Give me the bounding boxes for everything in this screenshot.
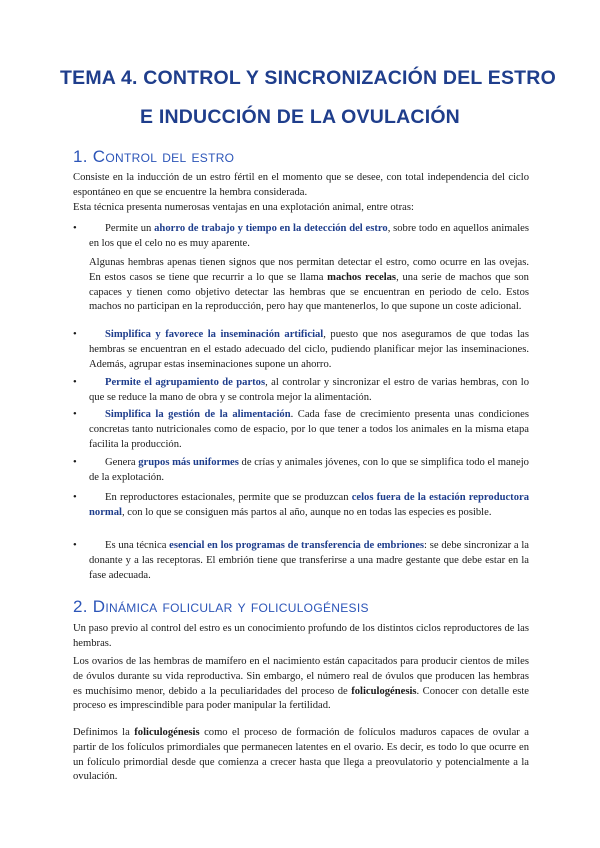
bullet-icon: • [73, 329, 77, 340]
bullet-7: • Es una técnica esencial en los programas de transferencia de embriones: se debe sincronizar a la donante y a las receptoras. El embrión tiene que transferirse a una madre gestante que debe estar en la fase adecuada. [73, 540, 530, 581]
bullet-2: • Simplifica y favorece la inseminación artificial, puesto que nos aseguramos de que todas las hembras se encuentran en el estado adecuado del ciclo, pudiendo planificar mejor las inseminaciones. Además, agrupar estas inseminaciones supone un ahorro. [73, 329, 529, 370]
section2-heading: 2. Dinámica folicular y foliculogénesis [73, 597, 369, 616]
bullet-icon: • [73, 492, 77, 503]
bullet-icon: • [73, 223, 77, 234]
bullet-1: • Permite un ahorro de trabajo y tiempo en la detección del estro, sobre todo en aquellos animales en los que el celo no es muy aparente. [73, 223, 529, 249]
bullet-3: • Permite el agrupamiento de partos, al controlar y sincronizar el estro de varias hembras, con lo que se reduce la mano de obra y se controla mejor la alimentación. [73, 377, 529, 403]
bullet-icon: • [73, 377, 77, 388]
bullet-icon: • [73, 409, 77, 420]
section1-intro2: Esta técnica presenta numerosas ventajas en una explotación animal, entre otras: [73, 202, 414, 213]
bullet-icon: • [73, 540, 77, 551]
section2-p1: Un paso previo al control del estro es un conocimiento profundo de los distintos ciclos reproductores de las hembras. [73, 623, 529, 649]
bullet-5: • Genera grupos más uniformes de crías y animales jóvenes, con lo que se simplifica todo el manejo de la explotación. [73, 457, 529, 483]
paragraph-machos: Algunas hembras apenas tienen signos que nos permitan detectar el estro, como ocurre en las ovejas. En estos casos se tiene que recurrir a lo que se llama machos recelas, una serie de machos que son capaces y tienen como objetivo detectar las hembras que se encuentran en periodo de celo. Estos machos no participan en la reproducción, pero hay que mantenerlos, lo que supone un coste adicional. [89, 257, 529, 313]
section1-intro: Consiste en la inducción de un estro fértil en el momento que se desee, con total independencia del ciclo espontáneo en que se encuentre la hembra considerada. [73, 172, 529, 198]
bullet-icon: • [73, 457, 77, 468]
section2-p3: Definimos la foliculogénesis como el proceso de formación de folículos maduros capaces de ovular a partir de los folículos primordiales que permanecen latentes en el ovario. Es decir, es todo lo que ocurre en un folículo primordial desde que comienza a crecer hasta que llega a preovulatorio y potencialmente a la ovulación. [73, 727, 529, 783]
section2-p2: Los ovarios de las hembras de mamífero en el nacimiento están capacitados para producir cientos de miles de óvulos durante su vida reproductiva. Sin embargo, el número real de óvulos que producen las hembras es muchísimo menor, debido a la peculiaridades del proceso de foliculogénesis. Conocer con detalle este proceso es imprescindible para poder manipular la fertilidad. [73, 656, 529, 712]
section1-heading: 1. Control del estro [73, 147, 235, 166]
page-title-line2: E INDUCCIÓN DE LA OVULACIÓN [140, 106, 460, 128]
bullet-4: • Simplifica la gestión de la alimentación. Cada fase de crecimiento presenta unas condiciones concretas tanto nutricionales como de espacio, por lo que tener a todos los animales en la misma etapa facilita la producción. [73, 409, 529, 450]
page-title: TEMA 4. CONTROL Y SINCRONIZACIÓN DEL ESTRO [60, 67, 556, 89]
bullet-6: • En reproductores estacionales, permite que se produzcan celos fuera de la estación reproductora normal, con lo que se consiguen más partos al año, aunque no en todas las especies es posible. [73, 492, 530, 518]
